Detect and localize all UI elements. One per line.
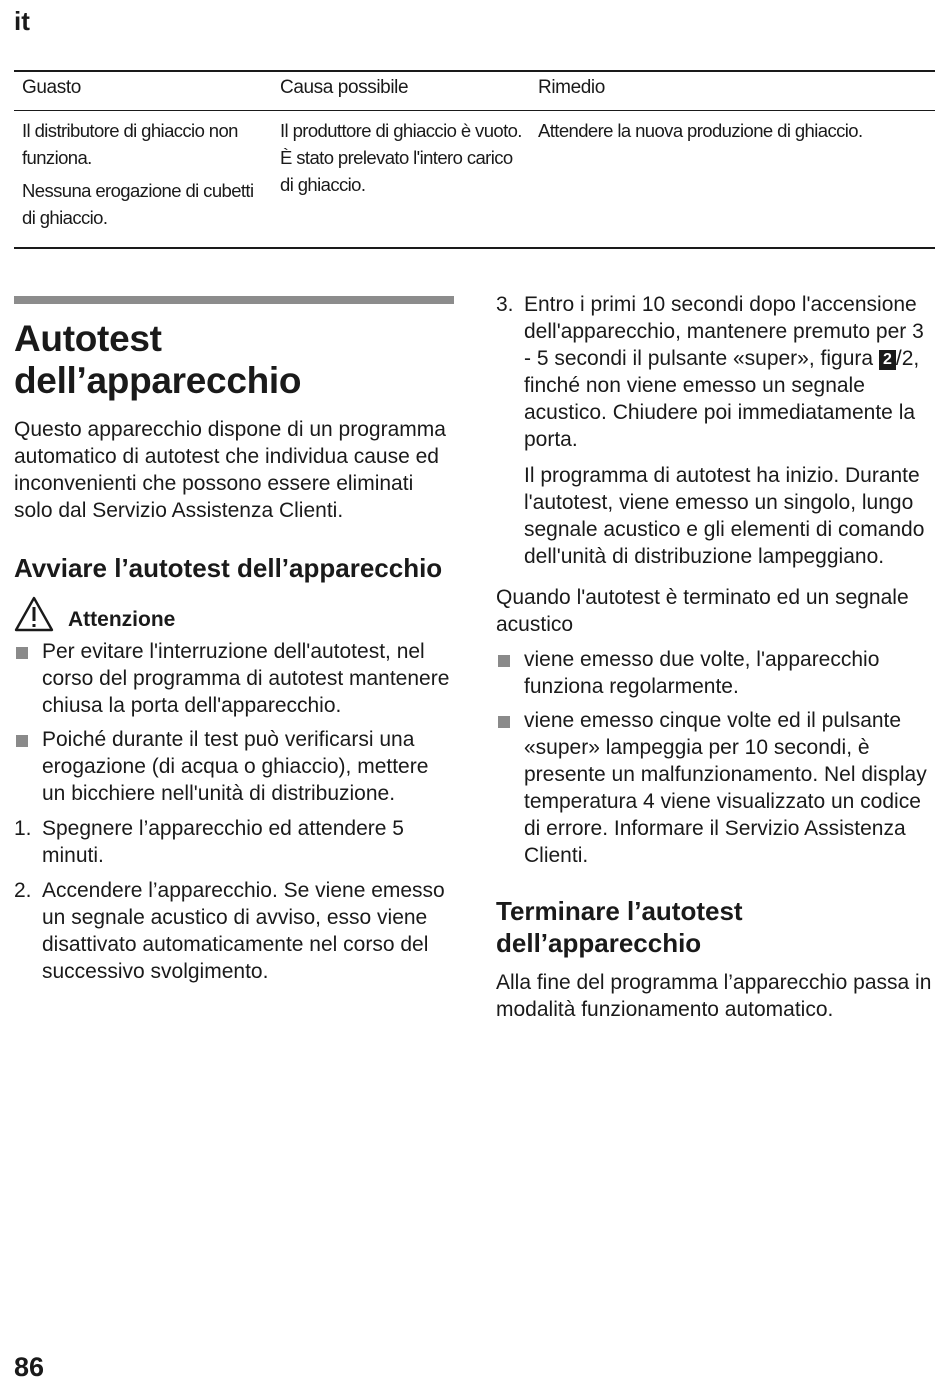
result-list (496, 646, 936, 869)
column-header-fault: Guasto (22, 77, 81, 98)
warning-block (14, 596, 456, 632)
step-note: Il programma di autotest ha inizio. Durante l'autotest, viene emesso un singolo, lungo segnale acustico e gli elementi di comando dell'unità di distribuzione lampeggiano. (524, 464, 925, 568)
section-divider-bar (14, 296, 454, 304)
step-number: 3. (496, 293, 514, 316)
step-number: 1. (14, 817, 32, 840)
result-text: viene emesso due volte, l'apparecchio funziona regolarmente. (524, 648, 880, 698)
end-autotest-text: Alla fine del programma l’apparecchio passa in modalità funzionamento automatico. (496, 971, 932, 1021)
fault-text: Nessuna erogazione di cubetti di ghiaccio. (22, 180, 254, 228)
column-header-cause: Causa possibile (280, 77, 409, 98)
warning-label: Attenzione (68, 608, 176, 631)
section-title: Autotest dell’apparecchio (14, 318, 302, 401)
warning-text: Poiché durante il test può verificarsi una erogazione (di acqua o ghiaccio), mettere un bicchiere nell'unità di distribuzione. (42, 728, 429, 805)
warning-list (14, 638, 456, 807)
left-column (14, 296, 456, 993)
square-bullet-icon (498, 655, 510, 667)
remedy-cell (530, 117, 935, 237)
fault-cell (14, 117, 272, 237)
step-text: Accendere l’apparecchio. Se viene emesso un segnale acustico di avviso, esso viene disattivato automaticamente nel corso del successivo svolgimento. (42, 879, 445, 983)
list-item (496, 707, 936, 869)
warning-text: Per evitare l'interruzione dell'autotest, nel corso del programma di autotest mantenere chiusa la porta dell'apparecchio. (42, 640, 450, 717)
list-item (496, 646, 936, 700)
result-text: viene emesso cinque volte ed il pulsante «super» lampeggia per 10 secondi, è presente un malfunzionamento. Nel display temperatura 4 viene visualizzato un codice di errore. Informare il Servizio Assistenza Clienti. (524, 709, 927, 867)
list-item (14, 638, 456, 719)
list-item (14, 726, 456, 807)
list-item (496, 291, 936, 570)
steps-list-continued (496, 291, 936, 570)
square-bullet-icon (498, 716, 510, 728)
cause-cell (272, 117, 530, 237)
remedy-text: Attendere la nuova produzione di ghiaccio. (538, 120, 863, 141)
end-autotest-heading: Terminare l’autotest dell’apparecchio (496, 896, 743, 958)
figure-reference-badge: 2 (879, 350, 896, 370)
result-intro: Quando l'autotest è terminato ed un segnale acustico (496, 586, 909, 636)
start-autotest-heading: Avviare l’autotest dell’apparecchio (14, 553, 443, 583)
column-header-remedy: Rimedio (538, 77, 605, 98)
warning-triangle-icon (14, 596, 54, 632)
fault-table-header (14, 70, 935, 111)
square-bullet-icon (16, 735, 28, 747)
square-bullet-icon (16, 647, 28, 659)
list-item (14, 877, 456, 985)
table-row (14, 111, 935, 249)
cause-text: Il produttore di ghiaccio è vuoto. È stato prelevato l'intero carico di ghiaccio. (280, 120, 522, 195)
step-text: Spegnere l’apparecchio ed attendere 5 minuti. (42, 817, 404, 867)
page-number: 86 (14, 1352, 45, 1382)
step-number: 2. (14, 879, 32, 902)
language-code: it (14, 6, 30, 36)
fault-text: Il distributore di ghiaccio non funziona. (22, 120, 238, 168)
steps-list (14, 815, 456, 985)
step-text-continued: /2, finché non viene emesso un segnale acustico. Chiudere poi immediatamente la porta. (524, 347, 920, 451)
right-column (496, 291, 936, 1023)
step-text: Entro i primi 10 secondi dopo l'accensione dell'apparecchio, mantenere premuto per 3 - 5 secondi il pulsante «super», figura (524, 293, 924, 370)
fault-table (14, 70, 935, 249)
section-intro: Questo apparecchio dispone di un programma automatico di autotest che individua cause ed inconvenienti che possono essere eliminati solo dal Servizio Assistenza Clienti. (14, 418, 446, 522)
list-item (14, 815, 456, 869)
